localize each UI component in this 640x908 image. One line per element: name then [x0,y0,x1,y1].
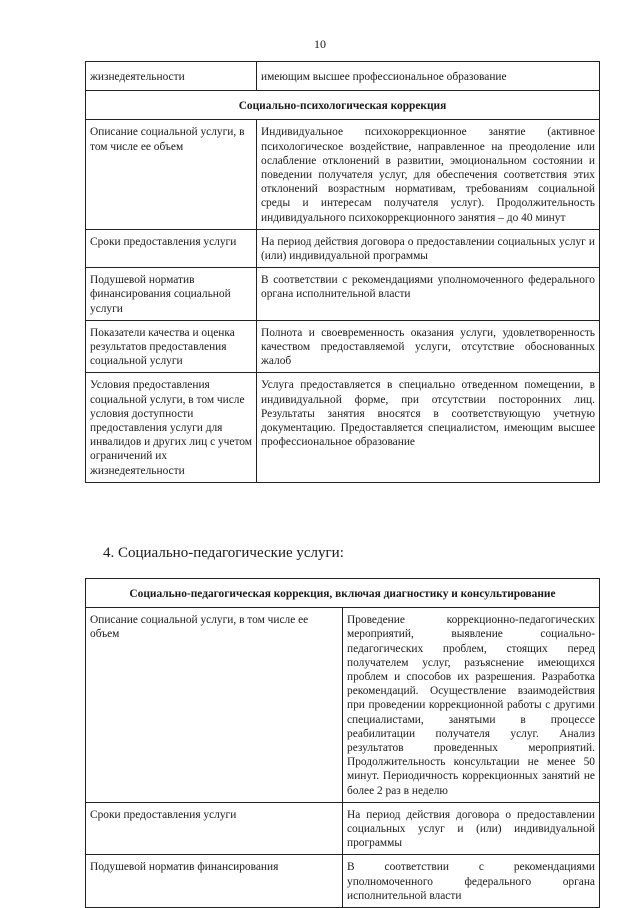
table-header-row [86,579,600,608]
row-label: Сроки предоставления услуги [86,802,343,855]
service-table-pedagogical [85,578,600,908]
table-row [86,62,600,91]
table-row [86,120,600,229]
table-row [86,373,600,482]
table-row [86,229,600,267]
table-row [86,608,600,803]
table-row [86,802,600,855]
table-row [86,855,600,908]
table-section-header: Социально-педагогическая коррекция, включая диагностику и консультирование [86,579,600,608]
table-header-row [86,91,600,120]
row-label: Описание социальной услуги, в том числе ее объем [86,608,343,803]
row-label: жизнедеятельности [86,62,257,91]
row-label: Описание социальной услуги, в том числе ее объем [86,120,257,229]
section-title: 4. Социально-педагогические услуги: [103,545,344,561]
table-section-header: Социально-психологическая коррекция [86,91,600,120]
row-value: Полнота и своевременность оказания услуги, удовлетворенность качеством предоставляемой услуги, отсутствие обоснованных жалоб [257,320,600,373]
row-value: имеющим высшее профессиональное образование [257,62,600,91]
row-label: Подушевой норматив финансирования социальной услуги [86,268,257,321]
page-number: 10 [314,37,326,51]
row-value: Проведение коррекционно-педагогических мероприятий, выявление социально-педагогических проблем, стоящих перед получателем услуг, разъяснение имеющихся проблем и способов их разрешения. Разработка рекомендаций. Осуществление взаимодействия при проведении коррекционной работы с другими специалистами, занятыми в процессе реабилитации получателя услуг. Анализ результатов проведенных мероприятий. Продолжительность консультации не менее 50 минут. Периодичность коррекционных занятий не более 2 раз в неделю [343,608,600,803]
row-label: Условия предоставления социальной услуги, в том числе условия доступности предоставления услуги для инвалидов и других лиц с учетом ограничений их жизнедеятельности [86,373,257,482]
row-label: Подушевой норматив финансирования [86,855,343,908]
row-label: Сроки предоставления услуги [86,229,257,267]
table-row [86,268,600,321]
row-value: В соответствии с рекомендациями уполномоченного федерального органа исполнительной власти [343,855,600,908]
row-value: Услуга предоставляется в специально отведенном помещении, в индивидуальной форме, при отсутствии посторонних лиц. Результаты занятия вносятся в соответствующую учетную документацию. Предоставляется специалистом, имеющим высшее профессиональное образование [257,373,600,482]
row-value: В соответствии с рекомендациями уполномоченного федерального органа исполнительной власти [257,268,600,321]
row-value: Индивидуальное психокоррекционное занятие (активное психологическое воздействие, направленное на преодоление или ослабление отклонений в развитии, эмоциональном состоянии и поведении получателя услуг, для обеспечения соответствия этих отклонений возрастным нормативам, требованиям социальной среды и интересам получателя услуг). Продолжительность индивидуального психокоррекционного занятия – до 40 минут [257,120,600,229]
row-value: На период действия договора о предоставлении социальных услуг и (или) индивидуальной программы [343,802,600,855]
table-row [86,320,600,373]
row-value: На период действия договора о предоставлении социальных услуг и (или) индивидуальной программы [257,229,600,267]
service-table-psychological [85,61,600,483]
row-label: Показатели качества и оценка результатов предоставления социальной услуги [86,320,257,373]
